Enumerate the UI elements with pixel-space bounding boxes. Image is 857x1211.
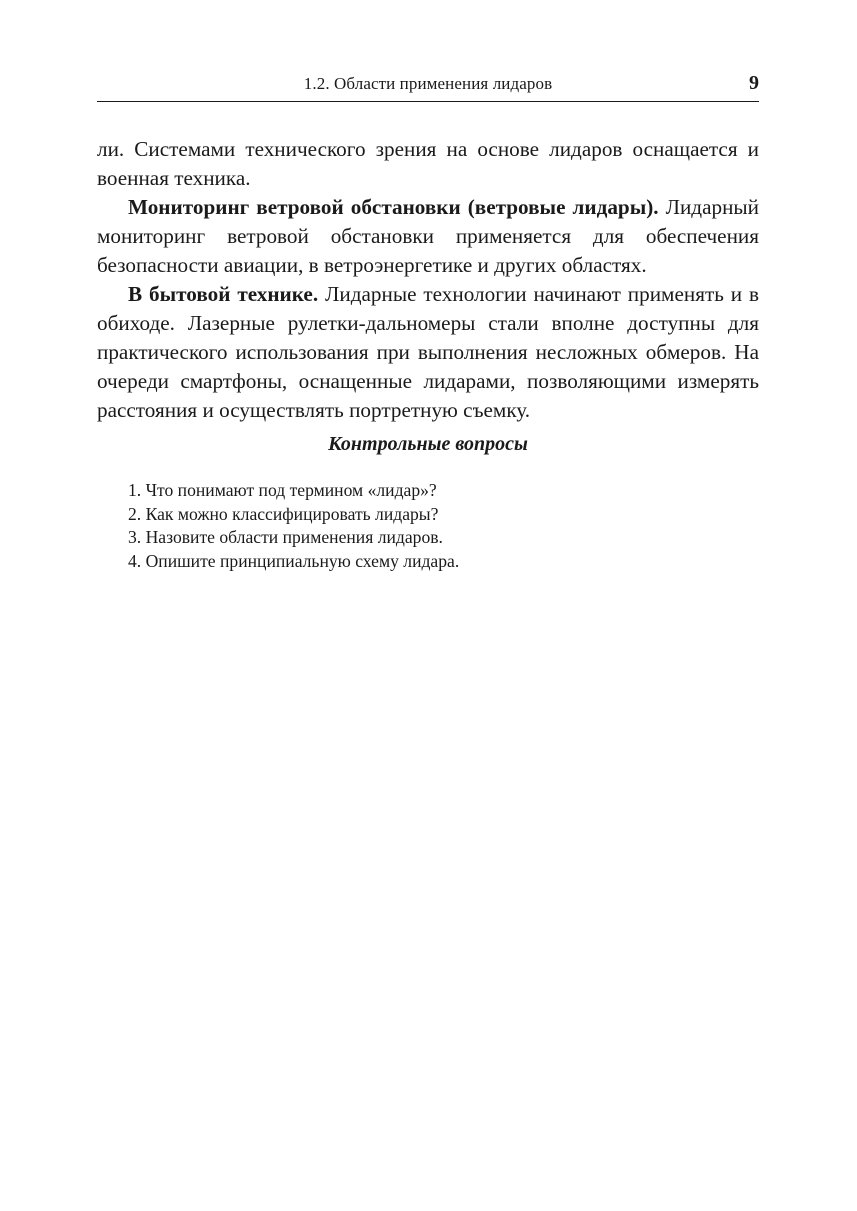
question-item: 4. Опишите принципиальную схему лидара. [128,550,460,571]
question-item: 1. Что понимают под термином «лидар»? [128,480,437,500]
running-title: 1.2. Области применения лидаров [303,74,553,93]
header-rule [97,101,759,102]
running-head [97,72,759,102]
section-heading: Контрольные вопросы [328,433,528,455]
body-text [97,135,759,425]
questions-list [128,479,459,573]
question-item: 3. Назовите области применения лидаров. [128,527,443,547]
paragraph-2-text: Лидарный мониторинг ветровой обстановки применяется для обеспечения безопасности авиации, в ветроэнергетике и других областях. [97,195,759,277]
question-item: 2. Как можно классифицировать лидары? [128,503,439,524]
paragraph-2-run-in-heading: Мониторинг ветровой обстановки (ветровые лидары). [128,195,659,219]
page-number: 9 [749,72,759,94]
paragraph-3-text: Лидарные технологии начинают применять и в обиходе. Лазерные рулетки-дальномеры стали вполне доступны для практического использования при выполнения несложных обмеров. На очереди смартфоны, оснащенные лидарами, позволяющими измерять расстояния и осуществлять портретную съемку. [97,282,760,422]
paragraph-3-run-in-heading: В бытовой технике. [128,282,319,306]
paragraph-2 [97,193,759,280]
paragraph-3 [97,280,759,425]
paragraph-1: ли. Системами технического зрения на основе лидаров оснащается и военная техника. [97,137,759,190]
